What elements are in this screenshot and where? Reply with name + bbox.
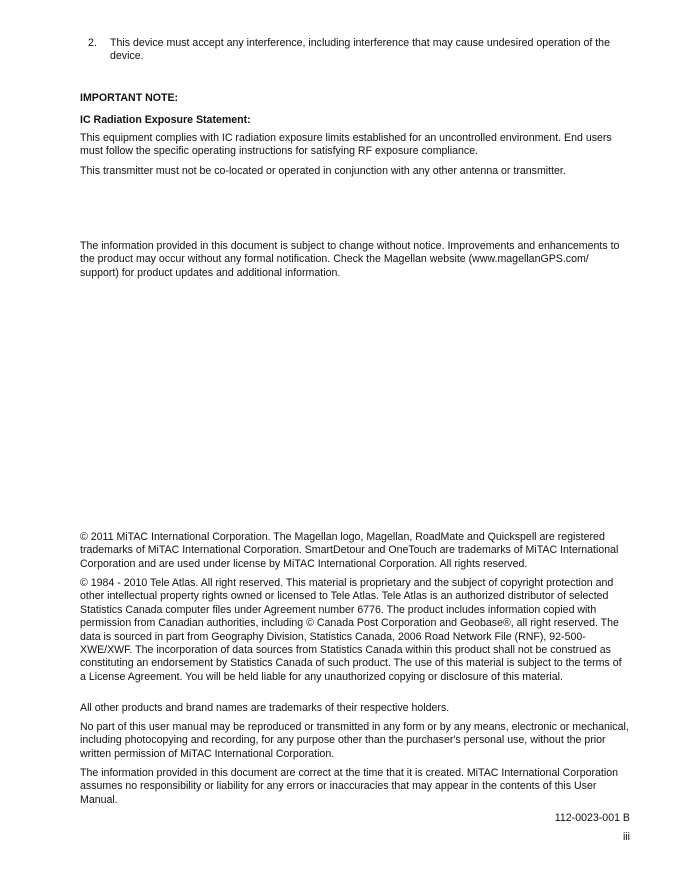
info-change-notice: The information provided in this document is subject to change without notice. Improvements and enhancements to the product may occur without any formal notification. Check the Magellan website (www.magellanGPS.com/ support) for product updates and additional information. [80,240,620,279]
ic-radiation-heading: IC Radiation Exposure Statement: [80,114,251,126]
mitac-copyright-paragraph: © 2011 MiTAC International Corporation. The Magellan logo, Magellan, RoadMate and Quickspell are registered trademarks of MiTAC International Corporation. SmartDetour and OneTouch are trademarks of MiTAC International Corporation and are used under license by MiTAC International Corporation. All rights reserved. [80,531,619,570]
list-item-number: 2. [88,37,97,49]
reproduction-paragraph: No part of this user manual may be reproduced or transmitted in any form or by any means, electronic or mechanical, including photocopying and recording, for any purpose other than the purchaser's personal use, without the prior written permission of MiTAC International Corporation. [80,721,629,760]
document-number: 112-0023-001 B [554,812,630,824]
trademarks-paragraph: All other products and brand names are trademarks of their respective holders. [80,702,450,714]
ic-compliance-paragraph: This equipment complies with IC radiation exposure limits established for an uncontrolled environment. End users must follow the specific operating instructions for satisfying RF exposure compliance. [80,132,612,158]
accuracy-paragraph: The information provided in this document are correct at the time that it is created. MiTAC International Corporation assumes no responsibility or liability for any errors or inaccuracies that may appear in the contents of this User Manual. [80,767,618,806]
teleatlas-copyright-paragraph: © 1984 - 2010 Tele Atlas. All right reserved. This material is proprietary and the subject of copyright protection and other intellectual property rights owned or licensed to Tele Atlas. Tele Atlas is an authorized distributor of selected Statistics Canada computer files under Agreement number 6776. The product includes information copied with permission from Canadian authorities, including © Canada Post Corporation and Geobase®, all right reserved. The data is sourced in part from Geography Division, Statistics Canada, 2006 Road Network File (RNF), 92-500-XWE/XWF. The incorporation of data sources from Statistics Canada within this product shall not be construed as constituting an endorsement by Statistics Canada of such product. The use of this material is subject to the terms of a License Agreement. You will be held liable for any unauthorized copying or disclosure of this material. [80,577,622,683]
ic-colocation-paragraph: This transmitter must not be co-located or operated in conjunction with any other antenna or transmitter. [80,165,566,177]
numbered-list-item [88,37,633,64]
page-number: iii [622,831,630,843]
important-note-heading: IMPORTANT NOTE: [80,92,179,104]
list-item-text: This device must accept any interference, including interference that may cause undesired operation of the device. [110,37,610,63]
